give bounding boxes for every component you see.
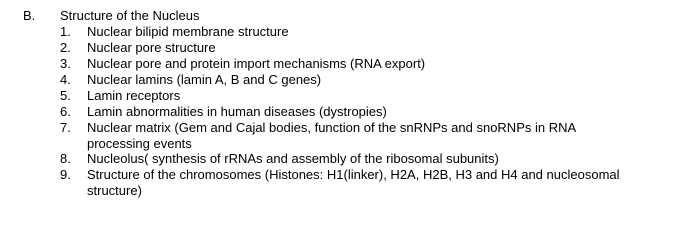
- item-text: Nuclear matrix (Gem and Cajal bodies, function of the snRNPs and snoRNPs in RNA processing events: [87, 120, 576, 151]
- item-text: Nuclear bilipid membrane structure: [87, 24, 289, 39]
- item-number: 8.: [60, 151, 71, 166]
- item-text: Lamin abnormalities in human diseases (dystropies): [87, 104, 387, 119]
- item-text: Nucleolus( synthesis of rRNAs and assembly of the ribosomal subunits): [87, 151, 499, 166]
- item-text: Nuclear pore structure: [87, 40, 216, 55]
- section-title: Structure of the Nucleus: [60, 8, 200, 23]
- item-text: Nuclear pore and protein import mechanisms (RNA export): [87, 56, 426, 71]
- item-number: 9.: [60, 167, 71, 182]
- item-number: 1.: [60, 24, 71, 39]
- item-number: 6.: [60, 104, 71, 119]
- item-number: 7.: [60, 120, 71, 135]
- list-item: [0, 72, 700, 88]
- list-item: [0, 120, 700, 151]
- item-number: 2.: [60, 40, 71, 55]
- list-item: [0, 56, 700, 72]
- item-text: Nuclear lamins (lamin A, B and C genes): [87, 72, 322, 87]
- list-item: [0, 40, 700, 56]
- list-item: [0, 167, 700, 198]
- item-text: Structure of the chromosomes (Histones: H1(linker), H2A, H2B, H3 and H4 and nucleosomal structure): [87, 167, 620, 198]
- item-number: 3.: [60, 56, 71, 71]
- item-text: Lamin receptors: [87, 88, 181, 103]
- list-item: [0, 151, 700, 167]
- topic-list: [0, 24, 700, 198]
- list-item: [0, 88, 700, 104]
- list-item: [0, 104, 700, 120]
- item-number: 4.: [60, 72, 71, 87]
- section-letter: B.: [23, 8, 36, 23]
- list-item: [0, 24, 700, 40]
- item-number: 5.: [60, 88, 71, 103]
